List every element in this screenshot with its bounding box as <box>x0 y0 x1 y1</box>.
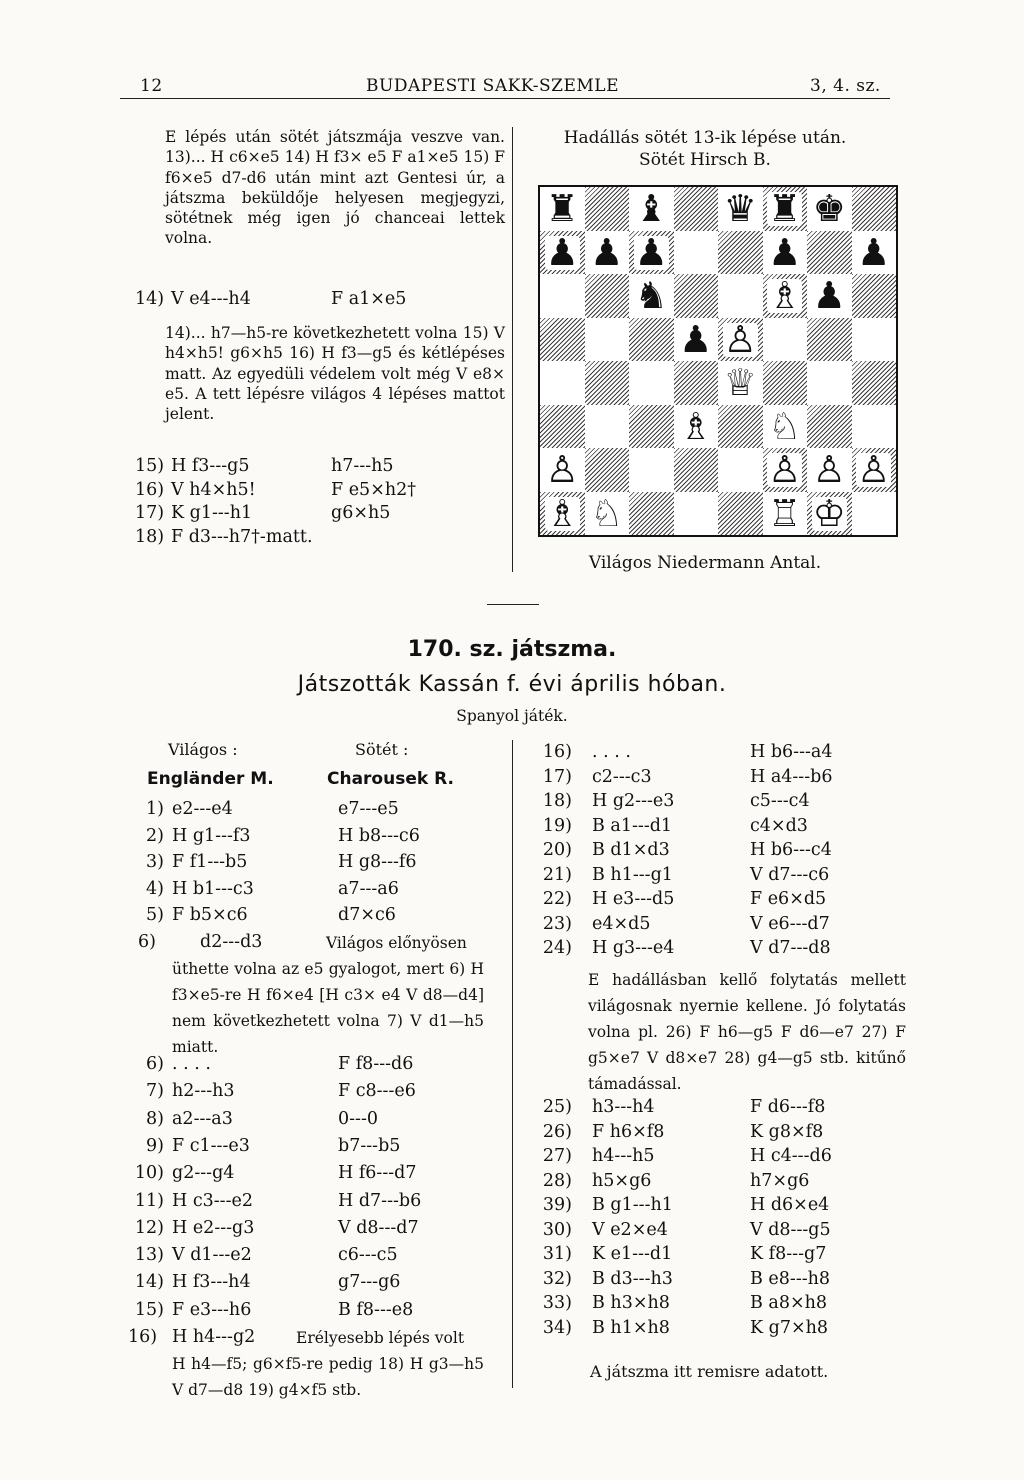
move-row <box>128 1136 498 1163</box>
piece-glyph: ♙ <box>545 448 579 491</box>
move-row <box>128 799 498 826</box>
move-row <box>135 527 505 550</box>
move-number: 18) <box>135 526 165 547</box>
white-move: K g1---h1 <box>171 503 253 523</box>
black-pawn-icon <box>585 231 630 275</box>
black-pawn-icon <box>629 231 674 275</box>
move-row <box>128 879 498 906</box>
white-label: Világos : <box>168 740 238 759</box>
column-divider-bottom <box>512 740 513 1388</box>
square-g4 <box>807 361 852 405</box>
square-c4 <box>629 361 674 405</box>
white-bishop-icon <box>674 405 719 449</box>
square-h5 <box>852 318 897 362</box>
black-move: h7×g6 <box>750 1170 810 1191</box>
move-number: 23) <box>542 913 572 934</box>
black-pawn-icon <box>852 231 897 275</box>
move-number: 34) <box>542 1317 572 1338</box>
white-move: a2---a3 <box>172 1108 233 1129</box>
move-row <box>128 1218 498 1245</box>
move-row <box>128 1163 498 1190</box>
piece-glyph: ♚ <box>812 187 846 230</box>
square-c1 <box>629 492 674 536</box>
move-number: 8) <box>146 1108 164 1129</box>
black-move: V d7---d8 <box>750 938 831 958</box>
white-move: e4×d5 <box>592 913 651 934</box>
move-number: 32) <box>542 1268 572 1289</box>
black-move: K g8×f8 <box>750 1121 824 1142</box>
white-move: d2---d3 <box>200 932 263 952</box>
piece-glyph: ♟ <box>768 230 802 274</box>
black-move: H b6---c4 <box>750 840 832 860</box>
move-row <box>128 905 498 932</box>
move-row <box>540 816 920 843</box>
white-move: h3---h4 <box>592 1097 655 1117</box>
white-move: B g1---h1 <box>592 1195 673 1215</box>
move-row <box>540 742 920 769</box>
piece-glyph: ♙ <box>812 448 846 491</box>
diagram-title <box>520 127 890 171</box>
piece-glyph: ♘ <box>768 404 802 448</box>
square-h1 <box>852 492 897 536</box>
black-move: e7---e5 <box>338 799 399 819</box>
white-move: B h3×h8 <box>592 1293 670 1313</box>
white-move: K e1---d1 <box>592 1244 673 1264</box>
move-number: 1) <box>146 799 164 819</box>
black-move: F a1×e5 <box>331 289 407 309</box>
square-h8 <box>852 187 897 231</box>
square-b5 <box>585 318 630 362</box>
black-label: Sötét : <box>355 740 409 759</box>
move-14 <box>135 289 505 312</box>
square-b3 <box>585 405 630 449</box>
move-number: 25) <box>542 1097 572 1117</box>
black-knight-icon <box>629 274 674 318</box>
move-row <box>135 456 505 479</box>
move-row <box>540 1146 920 1173</box>
diagram-caption: Világos Niedermann Antal. <box>588 553 822 573</box>
piece-glyph: ♛ <box>723 187 757 230</box>
black-rook-icon <box>763 187 808 231</box>
black-move: K g7×h8 <box>750 1317 829 1338</box>
black-pawn-icon <box>540 231 585 275</box>
move-row <box>135 503 505 526</box>
note-6: üthette volna az e5 gyalogot, mert 6) H f3×e5-re H f6×e4 [H c3× e4 V d8—d4] nem következhetett volna 7) V d1—h5 miatt. <box>172 960 484 1056</box>
white-pawn-icon <box>718 318 763 362</box>
white-move: h2---h3 <box>172 1081 235 1102</box>
square-a3 <box>540 405 585 449</box>
move-row <box>128 1300 498 1327</box>
square-d6 <box>674 274 719 318</box>
square-a4 <box>540 361 585 405</box>
white-move: F c1---e3 <box>172 1135 250 1156</box>
piece-glyph: ♗ <box>545 491 579 535</box>
white-move: F e3---h6 <box>172 1299 252 1320</box>
move-number: 15) <box>135 456 165 476</box>
black-move: d7×c6 <box>338 905 396 925</box>
black-move: B e8---h8 <box>750 1268 831 1289</box>
piece-glyph: ♟ <box>857 230 891 274</box>
journal-title: BUDAPESTI SAKK-SZEMLE <box>366 76 619 96</box>
piece-glyph: ♟ <box>545 230 579 274</box>
page-number: 12 <box>140 76 163 96</box>
move-number: 12) <box>134 1217 164 1238</box>
black-pawn-icon <box>763 231 808 275</box>
square-e3 <box>718 405 763 449</box>
white-move: h4---h5 <box>592 1146 655 1166</box>
square-d2 <box>674 448 719 492</box>
move-comment: Erélyesebb lépés volt <box>296 1329 465 1347</box>
white-move: B h1---g1 <box>592 864 673 885</box>
black-move: V d7---c6 <box>750 864 830 885</box>
result: A játszma itt remisre adatott. <box>590 1362 829 1381</box>
separator-rule <box>487 604 539 605</box>
white-move: F d3---h7†-matt. <box>171 526 313 547</box>
square-c3 <box>629 405 674 449</box>
white-move: B h1×h8 <box>592 1317 670 1338</box>
square-d8 <box>674 187 719 231</box>
square-a5 <box>540 318 585 362</box>
square-b4 <box>585 361 630 405</box>
move-number: 5) <box>146 905 164 925</box>
black-move: V e6---d7 <box>750 913 830 934</box>
white-move: B a1---d1 <box>592 815 673 836</box>
diagram-title-line2: Sötét Hirsch B. <box>639 150 771 170</box>
move-number: 31) <box>542 1244 572 1264</box>
move-row <box>128 1109 498 1136</box>
black-move: c6---c5 <box>338 1245 398 1266</box>
black-move: H f6---d7 <box>338 1163 417 1184</box>
white-player: Engländer M. <box>147 769 274 789</box>
piece-glyph: ♜ <box>545 187 579 230</box>
piece-glyph: ♟ <box>634 230 668 274</box>
white-move: B d1×d3 <box>592 840 670 860</box>
move-number: 10) <box>134 1163 164 1184</box>
move-row <box>540 1293 920 1320</box>
move-row <box>128 1054 498 1081</box>
move-number: 19) <box>542 815 572 836</box>
move-row <box>540 767 920 794</box>
square-h3 <box>852 405 897 449</box>
piece-glyph: ♔ <box>812 491 846 535</box>
white-move: F b5×c6 <box>172 905 248 925</box>
black-move: b7---b5 <box>338 1135 401 1156</box>
piece-glyph: ♙ <box>768 448 802 491</box>
move-row <box>540 1244 920 1271</box>
square-d7 <box>674 231 719 275</box>
move-number: 33) <box>542 1293 572 1313</box>
note-14: 14)... h7—h5-re következhetett volna 15) V h4×h5! g6×h5 16) H f3—g5 és kétlépéses matt. Az egyedüli védelem volt még V e8× e5. A tett lépésre világos 4 lépéses mattot jelent. <box>165 324 505 424</box>
square-e6 <box>718 274 763 318</box>
game-played: Játszották Kassán f. évi április hóban. <box>297 672 727 697</box>
move-row <box>540 1122 920 1149</box>
black-move: g6×h5 <box>331 503 391 523</box>
move-row <box>540 889 920 916</box>
move-row <box>540 914 920 941</box>
move-number: 7) <box>146 1081 164 1102</box>
piece-glyph: ♙ <box>723 317 757 361</box>
move-row <box>128 1081 498 1108</box>
move-number: 6) <box>146 1054 164 1074</box>
white-move: F f1---b5 <box>172 852 248 872</box>
black-move: F c8---e6 <box>338 1081 416 1102</box>
move-number: 14) <box>134 1272 164 1293</box>
black-move: B a8×h8 <box>750 1293 828 1313</box>
white-move: V e4---h4 <box>171 289 251 309</box>
black-move: a7---a6 <box>338 878 399 899</box>
black-move: H b8---c6 <box>338 825 420 846</box>
move-row <box>540 1195 920 1222</box>
white-king-icon <box>807 492 852 536</box>
move-number: 3) <box>146 852 164 872</box>
white-move: H c3---e2 <box>172 1190 253 1211</box>
piece-glyph: ♙ <box>857 448 891 491</box>
white-bishop-icon <box>763 274 808 318</box>
white-move: H h4---g2 <box>172 1327 256 1347</box>
move-6 <box>128 932 498 959</box>
black-player: Charousek R. <box>327 769 454 789</box>
white-move: V d1---e2 <box>172 1245 252 1266</box>
game-title: 170. sz. játszma. <box>407 637 617 662</box>
square-g3 <box>807 405 852 449</box>
black-queen-icon <box>718 187 763 231</box>
white-move: H g1---f3 <box>172 825 251 846</box>
move-row <box>128 1245 498 1272</box>
opening-name: Spanyol játék. <box>456 707 568 725</box>
white-queen-icon <box>718 361 763 405</box>
white-move: h5×g6 <box>592 1170 652 1191</box>
move-row <box>128 826 498 853</box>
piece-glyph: ♝ <box>634 187 668 230</box>
move-number: 21) <box>542 864 572 885</box>
white-move: H b1---c3 <box>172 878 254 899</box>
white-bishop-icon <box>540 492 585 536</box>
black-move: F d6---f8 <box>750 1097 826 1117</box>
square-e7 <box>718 231 763 275</box>
black-rook-icon <box>540 187 585 231</box>
move-row <box>540 1220 920 1247</box>
move-number: 28) <box>542 1170 572 1191</box>
move-number: 30) <box>542 1219 572 1240</box>
white-move: B d3---h3 <box>592 1268 673 1289</box>
move-row <box>540 840 920 867</box>
move-comment: Világos előnyösen <box>326 934 467 952</box>
white-knight-icon <box>585 492 630 536</box>
move-row <box>540 1171 920 1198</box>
move-row <box>540 865 920 892</box>
white-move: H e3---d5 <box>592 889 675 909</box>
black-move: V d8---d7 <box>338 1217 419 1238</box>
piece-glyph: ♕ <box>723 361 757 404</box>
move-number: 22) <box>542 889 572 909</box>
move-16 <box>128 1327 498 1354</box>
white-move: . . . . <box>592 742 631 762</box>
note-16: H h4—f5; g6×f5-re pedig 18) H g3—h5 V d7—d8 19) g4×f5 stb. <box>172 1355 484 1399</box>
black-move: H b6---a4 <box>750 742 833 762</box>
move-row <box>128 852 498 879</box>
diagram-title-line1: Hadállás sötét 13-ik lépése után. <box>563 128 847 148</box>
white-move: H g2---e3 <box>592 791 675 811</box>
move-row <box>540 1097 920 1124</box>
move-number: 13) <box>134 1245 164 1266</box>
black-move: F e6×d5 <box>750 889 827 909</box>
move-row <box>128 1191 498 1218</box>
black-move: H d7---b6 <box>338 1190 422 1211</box>
move-number: 9) <box>146 1135 164 1156</box>
move-number: 20) <box>542 840 572 860</box>
black-move: H d6×e4 <box>750 1195 830 1215</box>
black-move: c4×d3 <box>750 815 808 836</box>
white-pawn-icon <box>763 448 808 492</box>
square-h4 <box>852 361 897 405</box>
move-row <box>540 1269 920 1296</box>
white-move: H e2---g3 <box>172 1217 255 1238</box>
move-number: 18) <box>542 791 572 811</box>
black-move: c5---c4 <box>750 791 810 811</box>
piece-glyph: ♞ <box>634 274 668 317</box>
white-move: F h6×f8 <box>592 1121 665 1142</box>
square-f5 <box>763 318 808 362</box>
square-c2 <box>629 448 674 492</box>
black-move: K f8---g7 <box>750 1244 827 1264</box>
black-move: H a4---b6 <box>750 766 833 787</box>
move-row <box>128 1272 498 1299</box>
square-b8 <box>585 187 630 231</box>
white-move: e2---e4 <box>172 799 233 819</box>
square-g5 <box>807 318 852 362</box>
white-pawn-icon <box>540 448 585 492</box>
black-move: H c4---d6 <box>750 1146 832 1166</box>
black-move: h7---h5 <box>331 456 394 476</box>
move-number: 4) <box>146 878 164 899</box>
move-number: 6) <box>138 932 156 952</box>
piece-glyph: ♖ <box>768 491 802 535</box>
move-number: 17) <box>135 503 165 523</box>
piece-glyph: ♟ <box>812 274 846 317</box>
black-move: V d8---g5 <box>750 1219 831 1240</box>
black-move: F f8---d6 <box>338 1054 414 1074</box>
square-c5 <box>629 318 674 362</box>
square-f4 <box>763 361 808 405</box>
move-number: 2) <box>146 825 164 846</box>
move-number: 16) <box>542 742 572 762</box>
square-b6 <box>585 274 630 318</box>
intro-paragraph: E lépés után sötét játszmája veszve van. 13)... H c6×e5 14) H f3× e5 F a1×e5 15) F f6×e5 d7-d6 után mint azt Gentesi úr, a játszma beküldője helyesen megjegyzi, sötétnek még igen jó chanceai lettek volna. <box>165 128 505 248</box>
move-row <box>540 1318 920 1345</box>
column-divider <box>512 127 513 572</box>
white-move: V e2×e4 <box>592 1219 668 1240</box>
note-24: E hadállásban kellő folytatás mellett világosnak nyernie kellene. Jó folytatás volna pl. 26) F h6—g5 F d6—e7 27) F g5×e7 V d8×e7 28) g4—g5 stb. kitűnő támadással. <box>588 971 906 1093</box>
move-number: 27) <box>542 1146 572 1166</box>
move-number: 17) <box>542 766 572 787</box>
white-move: c2---c3 <box>592 766 652 787</box>
square-g7 <box>807 231 852 275</box>
move-number: 15) <box>134 1299 164 1320</box>
white-rook-icon <box>763 492 808 536</box>
square-e1 <box>718 492 763 536</box>
move-number: 14) <box>135 289 165 309</box>
move-number: 11) <box>134 1190 164 1211</box>
piece-glyph: ♟ <box>590 230 624 274</box>
white-move: H f3---g5 <box>171 456 250 476</box>
black-pawn-icon <box>674 318 719 362</box>
square-e2 <box>718 448 763 492</box>
black-move: B f8---e8 <box>338 1299 414 1320</box>
piece-glyph: ♘ <box>590 491 624 535</box>
white-pawn-icon <box>852 448 897 492</box>
square-b2 <box>585 448 630 492</box>
move-row <box>540 938 920 965</box>
white-knight-icon <box>763 405 808 449</box>
white-move: H f3---h4 <box>172 1272 251 1293</box>
square-d4 <box>674 361 719 405</box>
white-move: V h4×h5! <box>171 479 256 500</box>
black-king-icon <box>807 187 852 231</box>
piece-glyph: ♗ <box>679 404 713 448</box>
white-move: H g3---e4 <box>592 938 675 958</box>
square-h6 <box>852 274 897 318</box>
black-move: 0---0 <box>338 1108 379 1129</box>
square-d1 <box>674 492 719 536</box>
header-rule <box>120 98 890 99</box>
white-move: g2---g4 <box>172 1163 235 1184</box>
chess-board <box>538 185 898 537</box>
move-number: 24) <box>542 938 572 958</box>
piece-glyph: ♟ <box>679 317 713 361</box>
black-move: g7---g6 <box>338 1272 401 1293</box>
move-number: 16) <box>128 1327 158 1347</box>
white-pawn-icon <box>807 448 852 492</box>
move-number: 26) <box>542 1121 572 1142</box>
piece-glyph: ♜ <box>768 187 802 230</box>
white-move: . . . . <box>172 1054 211 1074</box>
move-row <box>540 791 920 818</box>
issue-number: 3, 4. sz. <box>810 76 881 96</box>
black-pawn-icon <box>807 274 852 318</box>
move-number: 39) <box>542 1195 572 1215</box>
move-number: 16) <box>135 479 165 500</box>
black-move: H g8---f6 <box>338 852 417 872</box>
black-move: F e5×h2† <box>331 479 417 500</box>
piece-glyph: ♗ <box>768 274 802 317</box>
square-a6 <box>540 274 585 318</box>
move-row <box>135 480 505 503</box>
black-bishop-icon <box>629 187 674 231</box>
